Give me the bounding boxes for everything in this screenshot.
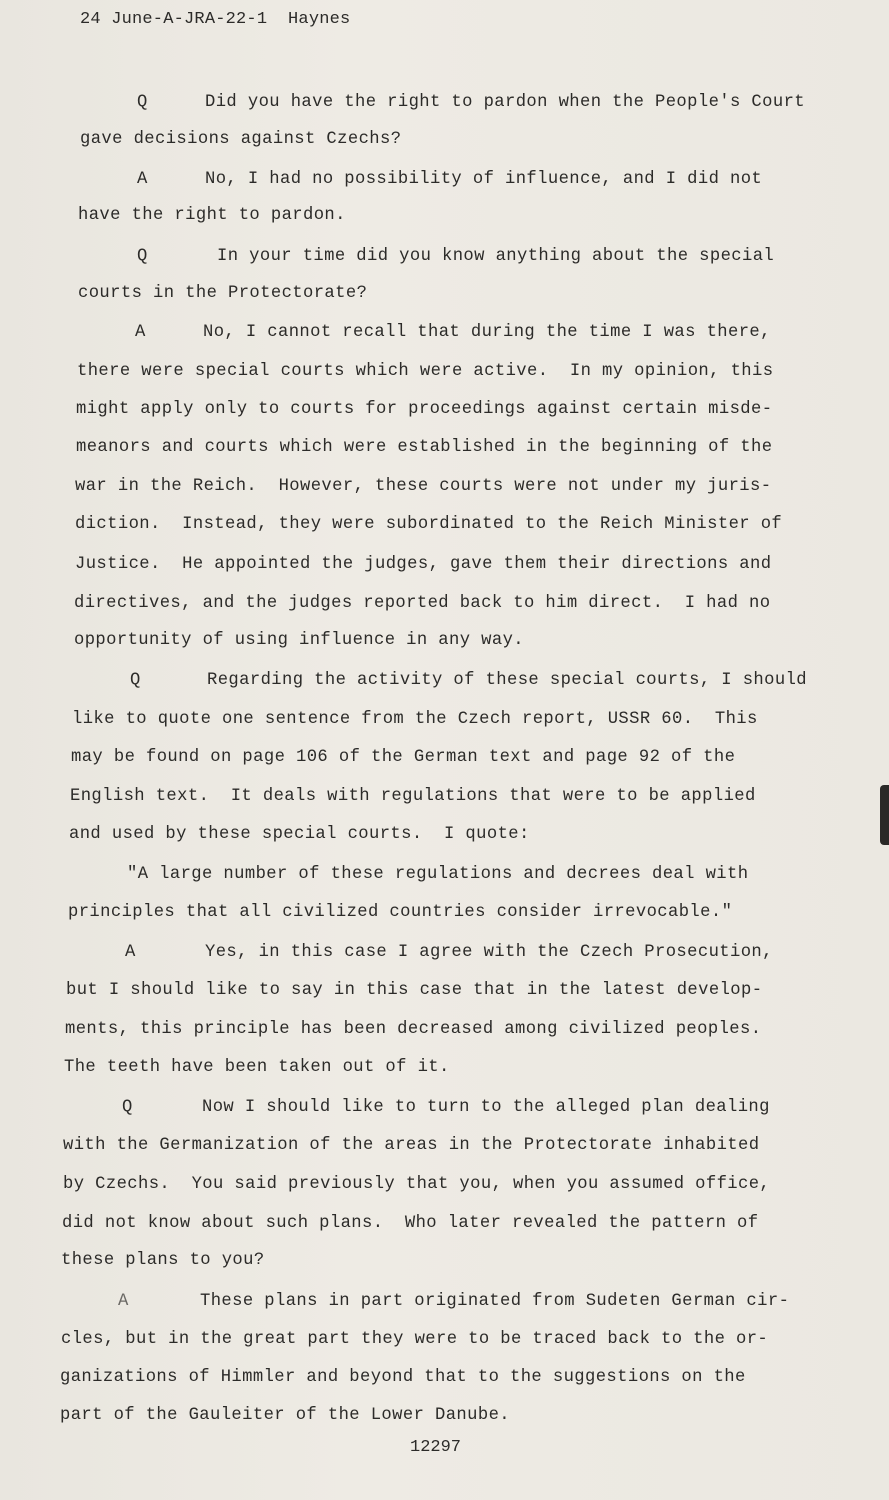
text-line: meanors and courts which were established in the beginning of the	[76, 438, 773, 457]
text-line: The teeth have been taken out of it.	[64, 1058, 450, 1077]
text-line: opportunity of using influence in any way.	[74, 631, 524, 650]
text-line: by Czechs. You said previously that you, when you assumed office,	[63, 1175, 771, 1194]
text-line: gave decisions against Czechs?	[80, 130, 402, 149]
text-line: did not know about such plans. Who later revealed the pattern of	[62, 1214, 759, 1233]
text-line: courts in the Protectorate?	[78, 284, 368, 303]
text-line: war in the Reich. However, these courts were not under my juris-	[75, 477, 772, 496]
text-line: Regarding the activity of these special courts, I should	[207, 671, 807, 690]
page-edge-mark	[880, 785, 889, 845]
page-header: 24 June-A-JRA-22-1 Haynes	[80, 10, 351, 29]
text-line: English text. It deals with regulations that were to be applied	[70, 787, 756, 806]
speaker-label: A	[137, 170, 148, 189]
quote-line: "A large number of these regulations and decrees deal with	[127, 865, 749, 884]
text-line: but I should like to say in this case that in the latest develop-	[66, 981, 763, 1000]
speaker-label: A	[135, 323, 146, 342]
text-line: Yes, in this case I agree with the Czech Prosecution,	[205, 943, 773, 962]
text-line: there were special courts which were active. In my opinion, this	[77, 362, 774, 381]
text-line: with the Germanization of the areas in the Protectorate inhabited	[63, 1136, 760, 1155]
text-line: may be found on page 106 of the German text and page 92 of the	[71, 748, 736, 767]
speaker-label: A	[118, 1292, 129, 1311]
text-line: Justice. He appointed the judges, gave them their directions and	[75, 555, 772, 574]
text-line: No, I cannot recall that during the time I was there,	[203, 323, 771, 342]
speaker-label: A	[125, 943, 136, 962]
text-line: Now I should like to turn to the alleged plan dealing	[202, 1098, 770, 1117]
text-line: might apply only to courts for proceedings against certain misde-	[76, 400, 773, 419]
text-line: ments, this principle has been decreased among civilized peoples.	[65, 1020, 762, 1039]
text-line: ganizations of Himmler and beyond that to the suggestions on the	[60, 1368, 746, 1387]
text-line: These plans in part originated from Sudeten German cir-	[200, 1292, 790, 1311]
text-line: have the right to pardon.	[78, 206, 346, 225]
text-line: diction. Instead, they were subordinated to the Reich Minister of	[75, 515, 783, 534]
text-line: In your time did you know anything about the special	[217, 247, 775, 266]
text-line: No, I had no possibility of influence, and I did not	[205, 170, 763, 189]
speaker-label: Q	[137, 93, 148, 112]
text-line: Did you have the right to pardon when the People's Court	[205, 93, 805, 112]
quote-line: principles that all civilized countries consider irrevocable."	[68, 903, 733, 922]
speaker-label: Q	[137, 247, 148, 266]
text-line: these plans to you?	[61, 1251, 265, 1270]
text-line: part of the Gauleiter of the Lower Danube.	[60, 1406, 510, 1425]
text-line: directives, and the judges reported back to him direct. I had no	[74, 594, 771, 613]
text-line: and used by these special courts. I quote:	[69, 825, 530, 844]
text-line: cles, but in the great part they were to be traced back to the or-	[61, 1330, 769, 1349]
page-number: 12297	[410, 1438, 462, 1457]
speaker-label: Q	[122, 1098, 133, 1117]
text-line: like to quote one sentence from the Czech report, USSR 60. This	[72, 710, 758, 729]
speaker-label: Q	[130, 671, 141, 690]
